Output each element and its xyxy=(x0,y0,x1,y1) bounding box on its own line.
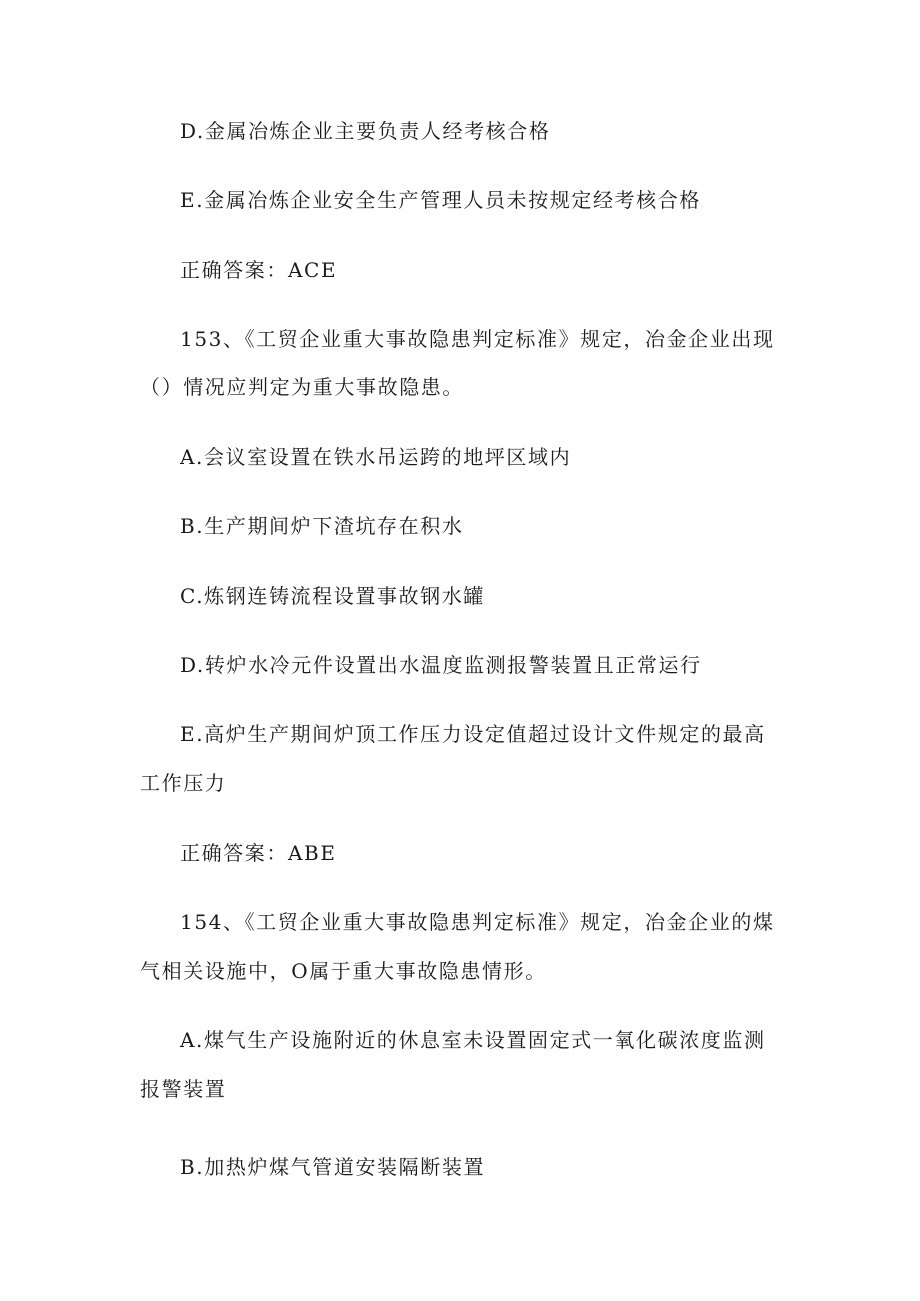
q153-option-b: B.生产期间炉下渣坑存在积水 xyxy=(180,514,464,538)
q153-stem-line2: （）情况应判定为重大事故隐患。 xyxy=(140,375,464,399)
q153-answer: 正确答案：ABE xyxy=(180,841,337,865)
q153-option-a: A.会议室设置在铁水吊运跨的地坪区域内 xyxy=(180,445,572,469)
q154-option-b: B.加热炉煤气管道安装隔断装置 xyxy=(180,1155,486,1179)
q153-option-e-line1: E.高炉生产期间炉顶工作压力设定值超过设计文件规定的最高 xyxy=(180,722,766,746)
q153-option-d: D.转炉水冷元件设置出水温度监测报警装置且正常运行 xyxy=(180,653,702,677)
q153-option-c: C.炼钢连铸流程设置事故钢水罐 xyxy=(180,584,485,608)
q153-stem-line1: 153、《工贸企业重大事故隐患判定标准》规定，冶金企业出现 xyxy=(180,327,775,351)
q154-stem-line1: 154、《工贸企业重大事故隐患判定标准》规定，冶金企业的煤 xyxy=(180,910,775,934)
q152-answer: 正确答案：ACE xyxy=(180,258,338,282)
q153-option-e-line2: 工作压力 xyxy=(140,771,227,795)
q154-option-a-line1: A.煤气生产设施附近的休息室未设置固定式一氧化碳浓度监测 xyxy=(180,1028,766,1052)
q152-option-d: D.金属冶炼企业主要负责人经考核合格 xyxy=(180,119,551,143)
q154-stem-line2: 气相关设施中，O属于重大事故隐患情形。 xyxy=(140,959,547,983)
q154-option-a-line2: 报警装置 xyxy=(140,1077,227,1101)
q152-option-e: E.金属冶炼企业安全生产管理人员未按规定经考核合格 xyxy=(180,188,701,212)
